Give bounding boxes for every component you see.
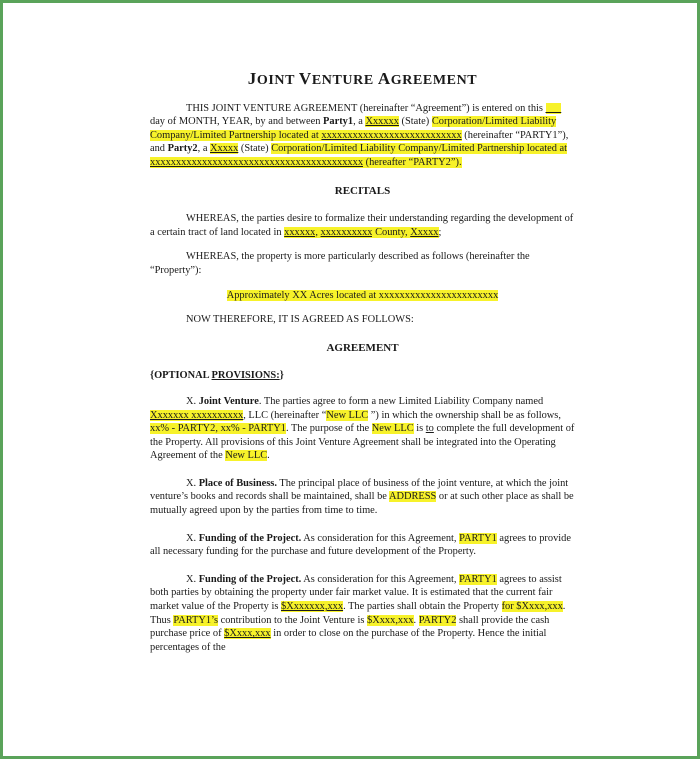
- recitals-heading: RECITALS: [334, 184, 391, 197]
- property-description: Approximately XX Acres located at xxxxxxxxxxxxxxxxxxxxxxx: [226, 289, 499, 301]
- whereas-property: WHEREAS, the property is more particularly described as follows (hereinafter the “Property”):: [150, 251, 530, 276]
- intro-paragraph: THIS JOINT VENTURE AGREEMENT (hereinafter “Agreement”) is entered on this ___ day of MONTH, YEAR, by and between Party1, a Xxxxxx (State) Corporation/Limited Liability Company/Limited Partnership located at xxxxxxxxxxxxxxxxxxxxxxxxxxx (hereinafter “PARTY1”), and Party2, a Xxxxx (State) Corporation/Limited Liability Company/Limited Partnership located at xxxxxxxxxxxxxxxxxxxxxxxxxxxxxxxxxxxxxxxxx (hereafter “PARTY2”).: [150, 102, 569, 168]
- section-joint-venture: X. Joint Venture. The parties agree to form a new Limited Liability Company named Xxxxxxx xxxxxxxxxx, LLC (hereinafter “New LLC ”) in which the ownership shall be as follows, xx% - PARTY2, xx% - PARTY1. The purpose of the New LLC is to complete the full development of the Property. All provisions of this Joint Venture Agreement shall be integrated into the Operating Agreement of the New LLC.: [150, 395, 575, 462]
- section-funding-1: X. Funding of the Project. As consideration for this Agreement, PARTY1 agrees to provide all necessary funding for the purchase and future development of the Property.: [150, 532, 571, 558]
- optional-provisions: {OPTIONAL PROVISIONS:}: [150, 370, 284, 382]
- agreement-heading: AGREEMENT: [326, 341, 399, 354]
- now-therefore: NOW THEREFORE, IT IS AGREED AS FOLLOWS:: [186, 314, 414, 326]
- section-place-of-business: X. Place of Business. The principal place of business of the joint venture, at which the joint venture’s books and records shall be maintained, shall be ADDRESS or at such other place as shall be mutually agreed upon by the parties from time to time.: [150, 477, 574, 517]
- document-title: JOINT VENTURE AGREEMENT: [247, 69, 478, 88]
- whereas-development: WHEREAS, the parties desire to formalize their understanding regarding the development of a certain tract of land located in xxxxxx, xxxxxxxxxx County, Xxxxx;: [150, 213, 574, 238]
- document-page: [150, 69, 575, 654]
- section-funding-2: X. Funding of the Project. As consideration for this Agreement, PARTY1 agrees to assist both parties by obtaining the property under fair market value. It is estimated that the current fair market value of the Property is $Xxxxxxx,xxx. The parties shall obtain the Property for $Xxxx,xxx. Thus PARTY1’s contribution to the Joint Venture is $Xxxx,xxx. PARTY2 shall provide the cash purchase price of $Xxxx,xxx in order to close on the purchase of the Property. Hence the initial percentages of the: [150, 573, 566, 653]
